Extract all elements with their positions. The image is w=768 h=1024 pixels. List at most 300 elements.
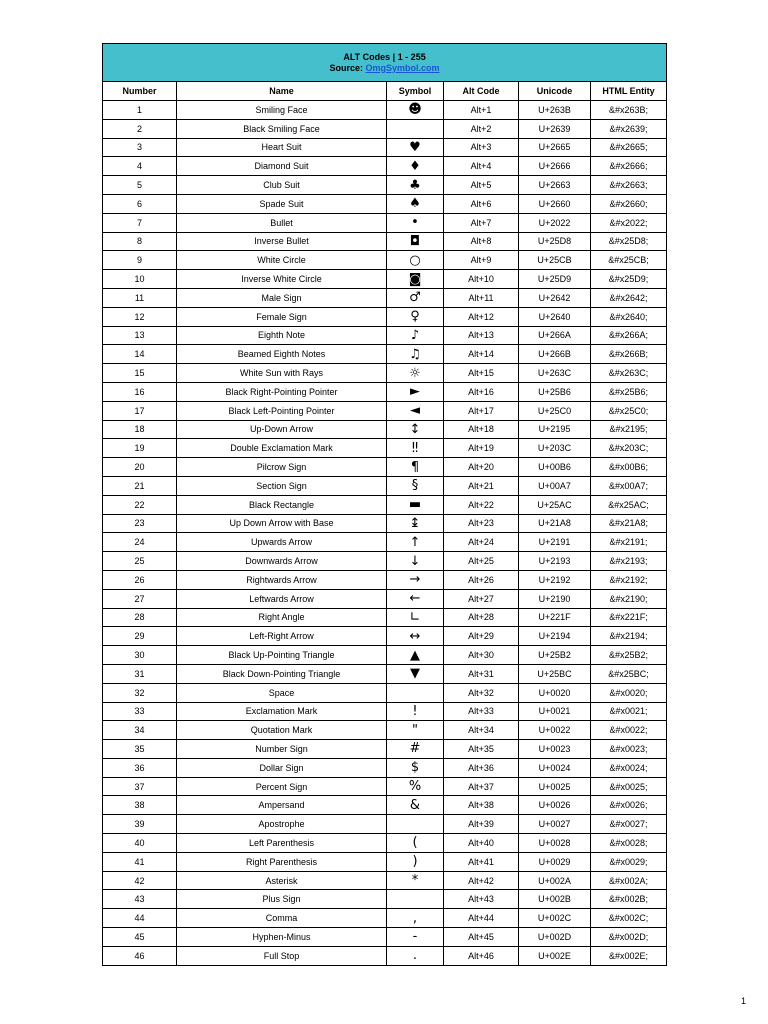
- name-cell: Club Suit: [177, 176, 387, 195]
- alt-code-cell: Alt+44: [444, 909, 519, 928]
- symbol-cell: ♫: [387, 345, 444, 364]
- table-row: [103, 138, 667, 157]
- symbol-cell: ↑: [387, 533, 444, 552]
- number-cell: 19: [103, 439, 177, 458]
- symbol-cell: ◙: [387, 270, 444, 289]
- alt-code-cell: Alt+29: [444, 627, 519, 646]
- number-cell: 41: [103, 852, 177, 871]
- html-entity-cell: &#x2194;: [591, 627, 667, 646]
- name-cell: Upwards Arrow: [177, 533, 387, 552]
- table-row: [103, 608, 667, 627]
- table-row: [103, 288, 667, 307]
- number-cell: 35: [103, 740, 177, 759]
- source-line: [103, 63, 666, 74]
- number-cell: 6: [103, 194, 177, 213]
- table-row: [103, 533, 667, 552]
- table-row: [103, 740, 667, 759]
- unicode-cell: U+263C: [519, 364, 591, 383]
- symbol-cell: ↔: [387, 627, 444, 646]
- symbol-cell: ♠: [387, 194, 444, 213]
- source-link[interactable]: OmgSymbol.com: [365, 62, 440, 73]
- table-row: [103, 345, 667, 364]
- unicode-cell: U+25D8: [519, 232, 591, 251]
- number-cell: 18: [103, 420, 177, 439]
- html-entity-cell: &#x0029;: [591, 852, 667, 871]
- number-cell: 14: [103, 345, 177, 364]
- table-row: [103, 796, 667, 815]
- alt-code-cell: Alt+23: [444, 514, 519, 533]
- alt-code-cell: Alt+4: [444, 157, 519, 176]
- table-row: [103, 702, 667, 721]
- unicode-cell: U+25CB: [519, 251, 591, 270]
- alt-code-cell: Alt+3: [444, 138, 519, 157]
- name-cell: Up-Down Arrow: [177, 420, 387, 439]
- unicode-cell: U+0024: [519, 758, 591, 777]
- unicode-cell: U+0020: [519, 683, 591, 702]
- unicode-cell: U+002C: [519, 909, 591, 928]
- number-cell: 10: [103, 270, 177, 289]
- table-row: [103, 232, 667, 251]
- number-cell: 39: [103, 815, 177, 834]
- symbol-cell: %: [387, 777, 444, 796]
- unicode-cell: U+221F: [519, 608, 591, 627]
- alt-code-cell: Alt+14: [444, 345, 519, 364]
- table-row: [103, 890, 667, 909]
- table-row: [103, 871, 667, 890]
- html-entity-cell: &#x2666;: [591, 157, 667, 176]
- html-entity-cell: &#x00A7;: [591, 476, 667, 495]
- unicode-cell: U+00A7: [519, 476, 591, 495]
- alt-code-cell: Alt+26: [444, 570, 519, 589]
- number-cell: 33: [103, 702, 177, 721]
- unicode-cell: U+2190: [519, 589, 591, 608]
- alt-code-cell: Alt+46: [444, 946, 519, 965]
- symbol-cell: ▲: [387, 646, 444, 665]
- alt-code-cell: Alt+42: [444, 871, 519, 890]
- symbol-cell: ☻: [387, 101, 444, 120]
- name-cell: Beamed Eighth Notes: [177, 345, 387, 364]
- number-cell: 38: [103, 796, 177, 815]
- html-entity-cell: &#x0027;: [591, 815, 667, 834]
- number-cell: 30: [103, 646, 177, 665]
- number-cell: 23: [103, 514, 177, 533]
- name-cell: Exclamation Mark: [177, 702, 387, 721]
- unicode-cell: U+00B6: [519, 458, 591, 477]
- unicode-cell: U+25D9: [519, 270, 591, 289]
- table-row: [103, 552, 667, 571]
- html-entity-cell: &#x266A;: [591, 326, 667, 345]
- alt-code-cell: Alt+22: [444, 495, 519, 514]
- number-cell: 16: [103, 382, 177, 401]
- name-cell: Right Parenthesis: [177, 852, 387, 871]
- name-cell: Inverse White Circle: [177, 270, 387, 289]
- name-cell: Black Rectangle: [177, 495, 387, 514]
- column-header-name: Name: [177, 82, 387, 101]
- symbol-cell: (: [387, 834, 444, 853]
- unicode-cell: U+0027: [519, 815, 591, 834]
- html-entity-cell: &#x25BC;: [591, 664, 667, 683]
- name-cell: White Circle: [177, 251, 387, 270]
- html-entity-cell: &#x263B;: [591, 101, 667, 120]
- symbol-cell: #: [387, 740, 444, 759]
- unicode-cell: U+0021: [519, 702, 591, 721]
- unicode-cell: U+263B: [519, 101, 591, 120]
- table-row: [103, 852, 667, 871]
- name-cell: Up Down Arrow with Base: [177, 514, 387, 533]
- html-entity-cell: &#x0022;: [591, 721, 667, 740]
- table-row: [103, 683, 667, 702]
- header-row: [103, 82, 667, 101]
- table-row: [103, 307, 667, 326]
- table-row: [103, 909, 667, 928]
- table-body: [103, 101, 667, 966]
- alt-code-cell: Alt+17: [444, 401, 519, 420]
- name-cell: Inverse Bullet: [177, 232, 387, 251]
- name-cell: Female Sign: [177, 307, 387, 326]
- number-cell: 22: [103, 495, 177, 514]
- unicode-cell: U+002B: [519, 890, 591, 909]
- table-row: [103, 382, 667, 401]
- number-cell: 4: [103, 157, 177, 176]
- table-row: [103, 439, 667, 458]
- table-row: [103, 495, 667, 514]
- alt-code-cell: Alt+10: [444, 270, 519, 289]
- html-entity-cell: &#x2640;: [591, 307, 667, 326]
- unicode-cell: U+0023: [519, 740, 591, 759]
- unicode-cell: U+2663: [519, 176, 591, 195]
- unicode-cell: U+2193: [519, 552, 591, 571]
- html-entity-cell: &#x0025;: [591, 777, 667, 796]
- unicode-cell: U+2660: [519, 194, 591, 213]
- number-cell: 11: [103, 288, 177, 307]
- html-entity-cell: &#x25AC;: [591, 495, 667, 514]
- unicode-cell: U+2194: [519, 627, 591, 646]
- name-cell: Left-Right Arrow: [177, 627, 387, 646]
- alt-code-cell: Alt+45: [444, 928, 519, 947]
- table-row: [103, 270, 667, 289]
- number-cell: 27: [103, 589, 177, 608]
- name-cell: Asterisk: [177, 871, 387, 890]
- alt-code-cell: Alt+21: [444, 476, 519, 495]
- symbol-cell: ▼: [387, 664, 444, 683]
- name-cell: Space: [177, 683, 387, 702]
- table-row: [103, 101, 667, 120]
- number-cell: 17: [103, 401, 177, 420]
- name-cell: White Sun with Rays: [177, 364, 387, 383]
- symbol-cell: ◄: [387, 401, 444, 420]
- name-cell: Section Sign: [177, 476, 387, 495]
- unicode-cell: U+0022: [519, 721, 591, 740]
- alt-code-cell: Alt+39: [444, 815, 519, 834]
- number-cell: 46: [103, 946, 177, 965]
- alt-code-cell: Alt+31: [444, 664, 519, 683]
- alt-codes-table: [102, 43, 667, 966]
- unicode-cell: U+002A: [519, 871, 591, 890]
- table-row: [103, 664, 667, 683]
- table-row: [103, 721, 667, 740]
- number-cell: 24: [103, 533, 177, 552]
- name-cell: Hyphen-Minus: [177, 928, 387, 947]
- symbol-cell: ♥: [387, 138, 444, 157]
- table-banner: [103, 44, 667, 82]
- name-cell: Quotation Mark: [177, 721, 387, 740]
- symbol-cell: .: [387, 946, 444, 965]
- html-entity-cell: &#x25B2;: [591, 646, 667, 665]
- alt-code-cell: Alt+32: [444, 683, 519, 702]
- unicode-cell: U+0028: [519, 834, 591, 853]
- unicode-cell: U+25C0: [519, 401, 591, 420]
- table-row: [103, 157, 667, 176]
- symbol-cell: ○: [387, 251, 444, 270]
- alt-code-cell: Alt+7: [444, 213, 519, 232]
- symbol-cell: !: [387, 702, 444, 721]
- unicode-cell: U+2665: [519, 138, 591, 157]
- name-cell: Pilcrow Sign: [177, 458, 387, 477]
- number-cell: 15: [103, 364, 177, 383]
- name-cell: Black Right-Pointing Pointer: [177, 382, 387, 401]
- column-header-symbol: Symbol: [387, 82, 444, 101]
- unicode-cell: U+2642: [519, 288, 591, 307]
- unicode-cell: U+2640: [519, 307, 591, 326]
- symbol-cell: ←: [387, 589, 444, 608]
- alt-code-cell: Alt+20: [444, 458, 519, 477]
- unicode-cell: U+2192: [519, 570, 591, 589]
- name-cell: Leftwards Arrow: [177, 589, 387, 608]
- name-cell: Male Sign: [177, 288, 387, 307]
- symbol-cell: ↕: [387, 420, 444, 439]
- table-row: [103, 326, 667, 345]
- name-cell: Bullet: [177, 213, 387, 232]
- number-cell: 2: [103, 119, 177, 138]
- number-cell: 1: [103, 101, 177, 120]
- html-entity-cell: &#x2660;: [591, 194, 667, 213]
- html-entity-cell: &#x2192;: [591, 570, 667, 589]
- number-cell: 40: [103, 834, 177, 853]
- symbol-cell: ‼: [387, 439, 444, 458]
- name-cell: Comma: [177, 909, 387, 928]
- alt-code-cell: Alt+37: [444, 777, 519, 796]
- html-entity-cell: &#x2665;: [591, 138, 667, 157]
- alt-code-cell: Alt+36: [444, 758, 519, 777]
- name-cell: Heart Suit: [177, 138, 387, 157]
- table-row: [103, 251, 667, 270]
- table-row: [103, 946, 667, 965]
- symbol-cell: &: [387, 796, 444, 815]
- alt-code-cell: Alt+9: [444, 251, 519, 270]
- html-entity-cell: &#x002A;: [591, 871, 667, 890]
- symbol-cell: ♦: [387, 157, 444, 176]
- table-row: [103, 777, 667, 796]
- name-cell: Smiling Face: [177, 101, 387, 120]
- symbol-cell: ♂: [387, 288, 444, 307]
- unicode-cell: U+25B6: [519, 382, 591, 401]
- alt-code-cell: Alt+43: [444, 890, 519, 909]
- table-row: [103, 119, 667, 138]
- number-cell: 42: [103, 871, 177, 890]
- html-entity-cell: &#x2191;: [591, 533, 667, 552]
- alt-code-cell: Alt+6: [444, 194, 519, 213]
- name-cell: Black Down-Pointing Triangle: [177, 664, 387, 683]
- html-entity-cell: &#x203C;: [591, 439, 667, 458]
- name-cell: Percent Sign: [177, 777, 387, 796]
- unicode-cell: U+25BC: [519, 664, 591, 683]
- alt-code-cell: Alt+19: [444, 439, 519, 458]
- unicode-cell: U+2639: [519, 119, 591, 138]
- table-row: [103, 364, 667, 383]
- name-cell: Right Angle: [177, 608, 387, 627]
- unicode-cell: U+266B: [519, 345, 591, 364]
- unicode-cell: U+203C: [519, 439, 591, 458]
- symbol-cell: ♣: [387, 176, 444, 195]
- alt-code-cell: Alt+25: [444, 552, 519, 571]
- alt-code-cell: Alt+1: [444, 101, 519, 120]
- alt-code-cell: Alt+11: [444, 288, 519, 307]
- html-entity-cell: &#x00B6;: [591, 458, 667, 477]
- symbol-cell: ,: [387, 909, 444, 928]
- number-cell: 7: [103, 213, 177, 232]
- html-entity-cell: &#x266B;: [591, 345, 667, 364]
- column-header-alt-code: Alt Code: [444, 82, 519, 101]
- number-cell: 37: [103, 777, 177, 796]
- unicode-cell: U+2022: [519, 213, 591, 232]
- html-entity-cell: &#x0021;: [591, 702, 667, 721]
- table-row: [103, 815, 667, 834]
- name-cell: Number Sign: [177, 740, 387, 759]
- name-cell: Left Parenthesis: [177, 834, 387, 853]
- symbol-cell: •: [387, 213, 444, 232]
- table-title: ALT Codes | 1 - 255: [343, 51, 426, 62]
- html-entity-cell: &#x0028;: [591, 834, 667, 853]
- alt-code-cell: Alt+34: [444, 721, 519, 740]
- unicode-cell: U+2195: [519, 420, 591, 439]
- number-cell: 31: [103, 664, 177, 683]
- unicode-cell: U+002D: [519, 928, 591, 947]
- number-cell: 43: [103, 890, 177, 909]
- symbol-cell: ◘: [387, 232, 444, 251]
- name-cell: Spade Suit: [177, 194, 387, 213]
- html-entity-cell: &#x21A8;: [591, 514, 667, 533]
- alt-code-cell: Alt+2: [444, 119, 519, 138]
- number-cell: 12: [103, 307, 177, 326]
- html-entity-cell: &#x002D;: [591, 928, 667, 947]
- symbol-cell: ►: [387, 382, 444, 401]
- name-cell: Black Left-Pointing Pointer: [177, 401, 387, 420]
- number-cell: 21: [103, 476, 177, 495]
- alt-code-cell: Alt+33: [444, 702, 519, 721]
- table-row: [103, 627, 667, 646]
- symbol-cell: -: [387, 928, 444, 947]
- number-cell: 8: [103, 232, 177, 251]
- symbol-cell: ¶: [387, 458, 444, 477]
- table-row: [103, 476, 667, 495]
- number-cell: 5: [103, 176, 177, 195]
- html-entity-cell: &#x2639;: [591, 119, 667, 138]
- alt-code-cell: Alt+30: [444, 646, 519, 665]
- name-cell: Black Up-Pointing Triangle: [177, 646, 387, 665]
- symbol-cell: §: [387, 476, 444, 495]
- unicode-cell: U+25AC: [519, 495, 591, 514]
- alt-code-cell: Alt+40: [444, 834, 519, 853]
- symbol-cell: [387, 815, 444, 834]
- symbol-cell: ♪: [387, 326, 444, 345]
- html-entity-cell: &#x25C0;: [591, 401, 667, 420]
- name-cell: Eighth Note: [177, 326, 387, 345]
- name-cell: Diamond Suit: [177, 157, 387, 176]
- html-entity-cell: &#x2193;: [591, 552, 667, 571]
- table-row: [103, 570, 667, 589]
- number-cell: 13: [103, 326, 177, 345]
- symbol-cell: ▬: [387, 495, 444, 514]
- alt-code-cell: Alt+24: [444, 533, 519, 552]
- html-entity-cell: &#x263C;: [591, 364, 667, 383]
- html-entity-cell: &#x0024;: [591, 758, 667, 777]
- symbol-cell: [387, 683, 444, 702]
- name-cell: Dollar Sign: [177, 758, 387, 777]
- table-row: [103, 646, 667, 665]
- table-row: [103, 458, 667, 477]
- number-cell: 28: [103, 608, 177, 627]
- html-entity-cell: &#x0023;: [591, 740, 667, 759]
- name-cell: Ampersand: [177, 796, 387, 815]
- number-cell: 36: [103, 758, 177, 777]
- number-cell: 32: [103, 683, 177, 702]
- symbol-cell: [387, 119, 444, 138]
- alt-code-cell: Alt+16: [444, 382, 519, 401]
- alt-code-cell: Alt+13: [444, 326, 519, 345]
- alt-code-cell: Alt+27: [444, 589, 519, 608]
- number-cell: 20: [103, 458, 177, 477]
- alt-code-cell: Alt+5: [444, 176, 519, 195]
- symbol-cell: $: [387, 758, 444, 777]
- table-row: [103, 420, 667, 439]
- number-cell: 29: [103, 627, 177, 646]
- html-entity-cell: &#x002C;: [591, 909, 667, 928]
- number-cell: 44: [103, 909, 177, 928]
- symbol-cell: →: [387, 570, 444, 589]
- html-entity-cell: &#x25D9;: [591, 270, 667, 289]
- html-entity-cell: &#x25CB;: [591, 251, 667, 270]
- alt-code-cell: Alt+41: [444, 852, 519, 871]
- unicode-cell: U+25B2: [519, 646, 591, 665]
- unicode-cell: U+266A: [519, 326, 591, 345]
- html-entity-cell: &#x0020;: [591, 683, 667, 702]
- unicode-cell: U+2191: [519, 533, 591, 552]
- symbol-cell: ☼: [387, 364, 444, 383]
- alt-code-cell: Alt+35: [444, 740, 519, 759]
- html-entity-cell: &#x2642;: [591, 288, 667, 307]
- html-entity-cell: &#x2663;: [591, 176, 667, 195]
- html-entity-cell: &#x002E;: [591, 946, 667, 965]
- name-cell: Full Stop: [177, 946, 387, 965]
- unicode-cell: U+0026: [519, 796, 591, 815]
- html-entity-cell: &#x25D8;: [591, 232, 667, 251]
- number-cell: 25: [103, 552, 177, 571]
- html-entity-cell: &#x221F;: [591, 608, 667, 627]
- html-entity-cell: &#x0026;: [591, 796, 667, 815]
- alt-code-cell: Alt+8: [444, 232, 519, 251]
- symbol-cell: ∟: [387, 608, 444, 627]
- html-entity-cell: &#x2190;: [591, 589, 667, 608]
- symbol-cell: ): [387, 852, 444, 871]
- alt-code-cell: Alt+18: [444, 420, 519, 439]
- number-cell: 34: [103, 721, 177, 740]
- table-row: [103, 401, 667, 420]
- unicode-cell: U+002E: [519, 946, 591, 965]
- name-cell: Rightwards Arrow: [177, 570, 387, 589]
- symbol-cell: ": [387, 721, 444, 740]
- column-header-number: Number: [103, 82, 177, 101]
- html-entity-cell: &#x2022;: [591, 213, 667, 232]
